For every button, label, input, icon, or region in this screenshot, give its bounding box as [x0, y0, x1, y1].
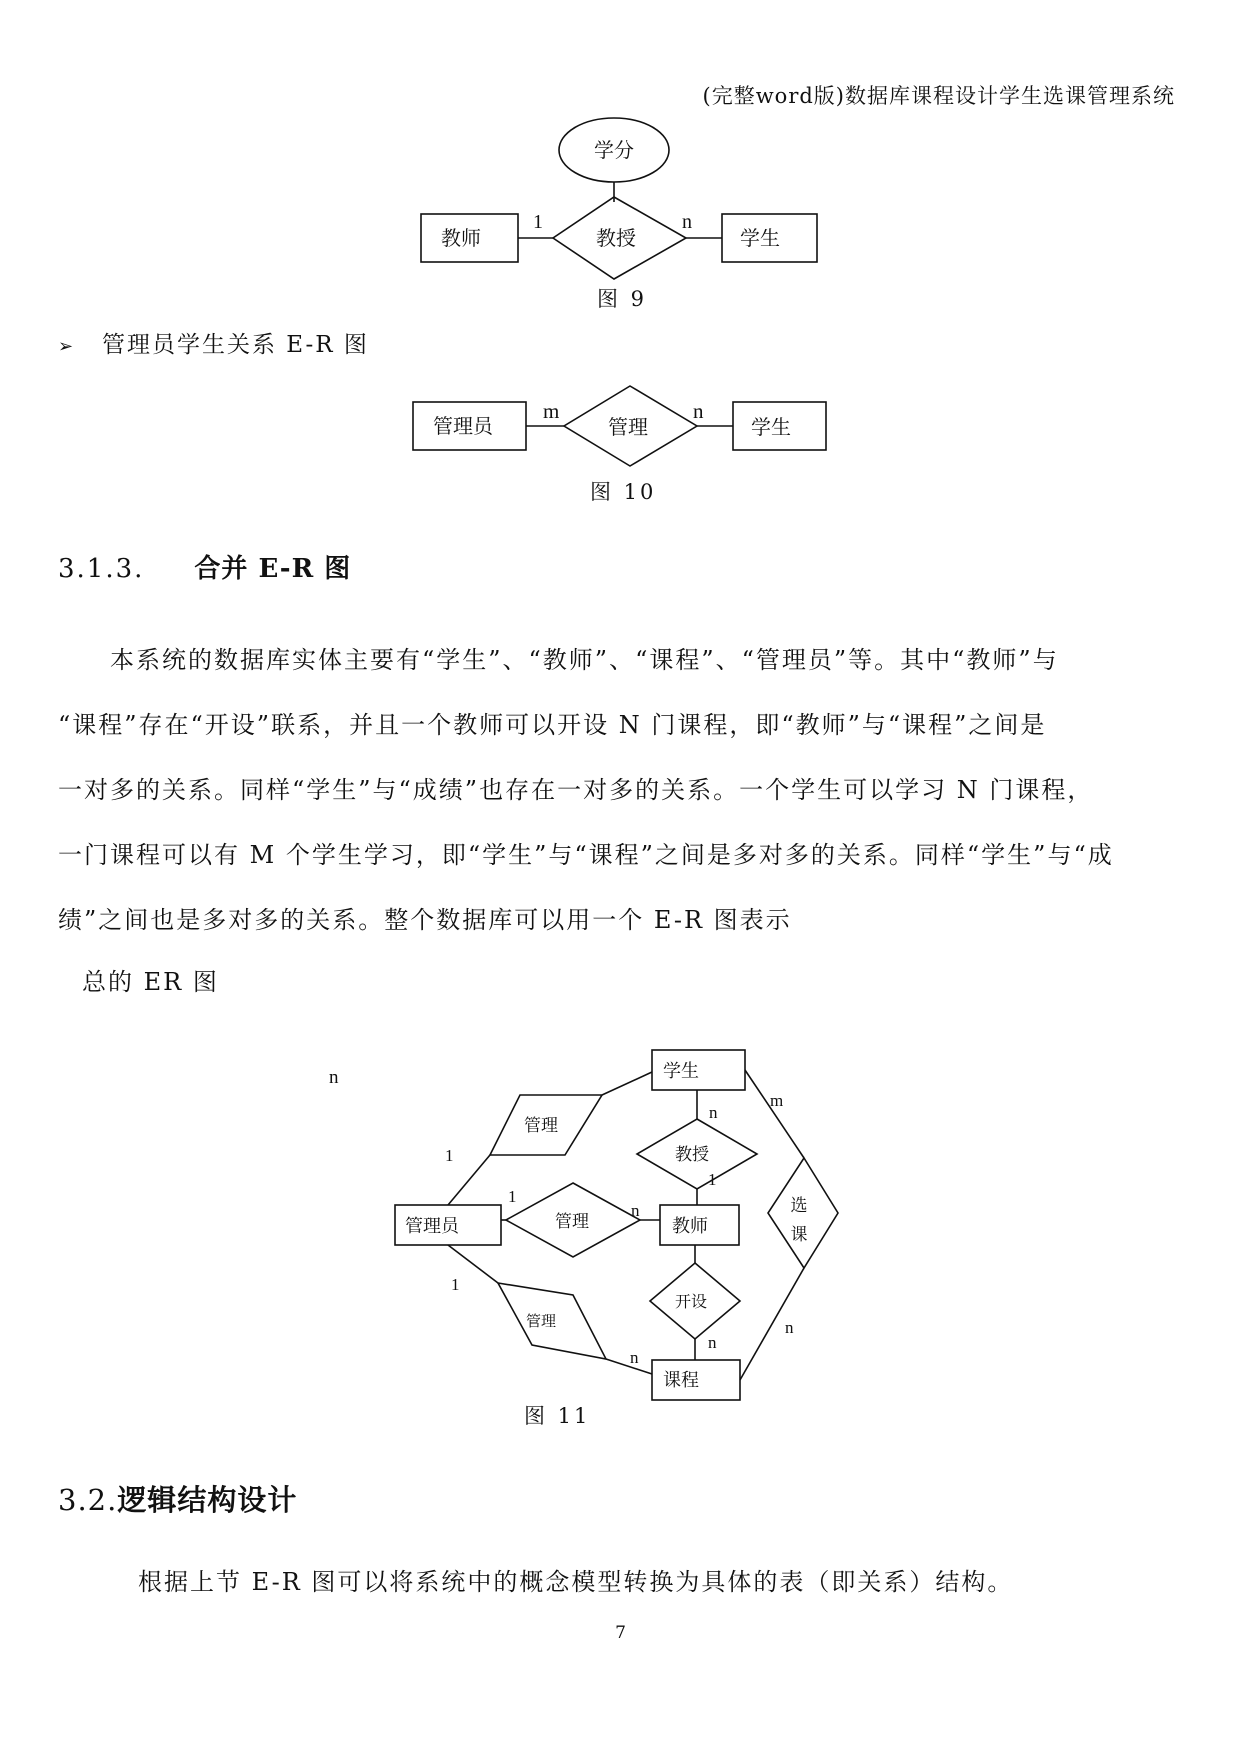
admin-er-bullet-line — [58, 326, 369, 359]
page-header-title: (完整word版)数据库课程设计学生选课管理系统 — [702, 84, 1175, 108]
fig10-right-entity-label: 学生 — [751, 415, 791, 439]
section-3-1-3-heading — [58, 548, 351, 585]
fig9-card-left: 1 — [533, 211, 543, 233]
fig11-card-admin-top: 1 — [445, 1146, 454, 1165]
fig11-card-course-manage: n — [630, 1348, 639, 1367]
fig9-card-right: n — [682, 211, 692, 233]
page-number: 7 — [615, 1623, 626, 1643]
admin-er-heading-text: 管理员学生关系 E-R 图 — [102, 332, 369, 358]
section-3-2-heading — [58, 1478, 297, 1519]
fig11-admin-label: 管理员 — [405, 1216, 459, 1237]
fig11-teacher-label: 教师 — [672, 1216, 708, 1237]
fig11-course-label: 课程 — [663, 1370, 699, 1391]
fig9-caption: 图 9 — [597, 287, 648, 311]
fig10-left-entity-label: 管理员 — [433, 414, 493, 438]
fig11-card-student-select: m — [770, 1091, 784, 1110]
fig10-card-left: m — [543, 399, 560, 423]
fig11-card-stray-n: n — [329, 1067, 339, 1088]
fig11-open-label: 开设 — [674, 1292, 708, 1311]
fig10-caption: 图 10 — [590, 480, 657, 504]
fig11-student-label: 学生 — [663, 1061, 699, 1082]
fig9-right-entity-label: 学生 — [740, 226, 780, 250]
fig9-attr-label: 学分 — [594, 138, 634, 162]
paragraph1-line-3: 一对多的关系。同样“学生”与“成绩”也存在一对多的关系。一个学生可以学习 N 门课程， — [58, 776, 1094, 804]
fig11-card-teacher-mid: n — [631, 1201, 640, 1220]
fig10-relation-label: 管理 — [608, 415, 648, 439]
section-3-1-3-number: 3.1.3. — [58, 554, 145, 584]
paragraph1-line-4: 一门课程可以有 M 个学生学习，即“学生”与“课程”之间是多对多的关系。同样“学生”与“成 — [58, 841, 1114, 869]
section-3-2-number: 3.2. — [58, 1483, 118, 1517]
section-3-1-3-title: 合并 E-R 图 — [194, 554, 352, 584]
fig11-card-admin-bot: 1 — [451, 1275, 460, 1294]
fig11-select-label-2: 课 — [790, 1225, 808, 1245]
total-er-label: 总的 ER 图 — [82, 968, 219, 996]
bullet-arrow-icon: ➢ — [58, 336, 76, 357]
fig11-manage-bot-label: 管理 — [525, 1312, 557, 1330]
fig11-select-label-1: 选 — [790, 1196, 808, 1216]
fig11-manage-mid-label: 管理 — [555, 1212, 589, 1232]
fig11-card-open-course: n — [708, 1333, 717, 1352]
fig11-manage-top-label: 管理 — [524, 1116, 558, 1136]
fig10-card-right: n — [693, 399, 704, 423]
fig11-card-course-select: n — [785, 1318, 794, 1337]
paragraph1-line-1: 本系统的数据库实体主要有“学生”、“教师”、“课程”、“管理员”等。其中“教师”与 — [110, 646, 1059, 674]
fig9-left-entity-label: 教师 — [441, 226, 481, 250]
fig11-teach-label: 教授 — [675, 1145, 709, 1165]
section-3-2-title: 逻辑结构设计 — [117, 1483, 298, 1517]
fig11-card-teach-teacher: 1 — [708, 1170, 717, 1189]
fig9-relation-label: 教授 — [596, 226, 636, 250]
fig11-card-student-teach: n — [709, 1103, 718, 1122]
fig11-card-admin-mid: 1 — [508, 1187, 517, 1206]
paragraph2: 根据上节 E-R 图可以将系统中的概念模型转换为具体的表（即关系）结构。 — [138, 1568, 1014, 1596]
paragraph1-line-5: 绩”之间也是多对多的关系。整个数据库可以用一个 E-R 图表示 — [58, 906, 792, 934]
fig11-caption: 图 11 — [524, 1404, 591, 1428]
paragraph1-line-2: “课程”存在“开设”联系，并且一个教师可以开设 N 门课程，即“教师”与“课程”之间是 — [58, 711, 1047, 739]
